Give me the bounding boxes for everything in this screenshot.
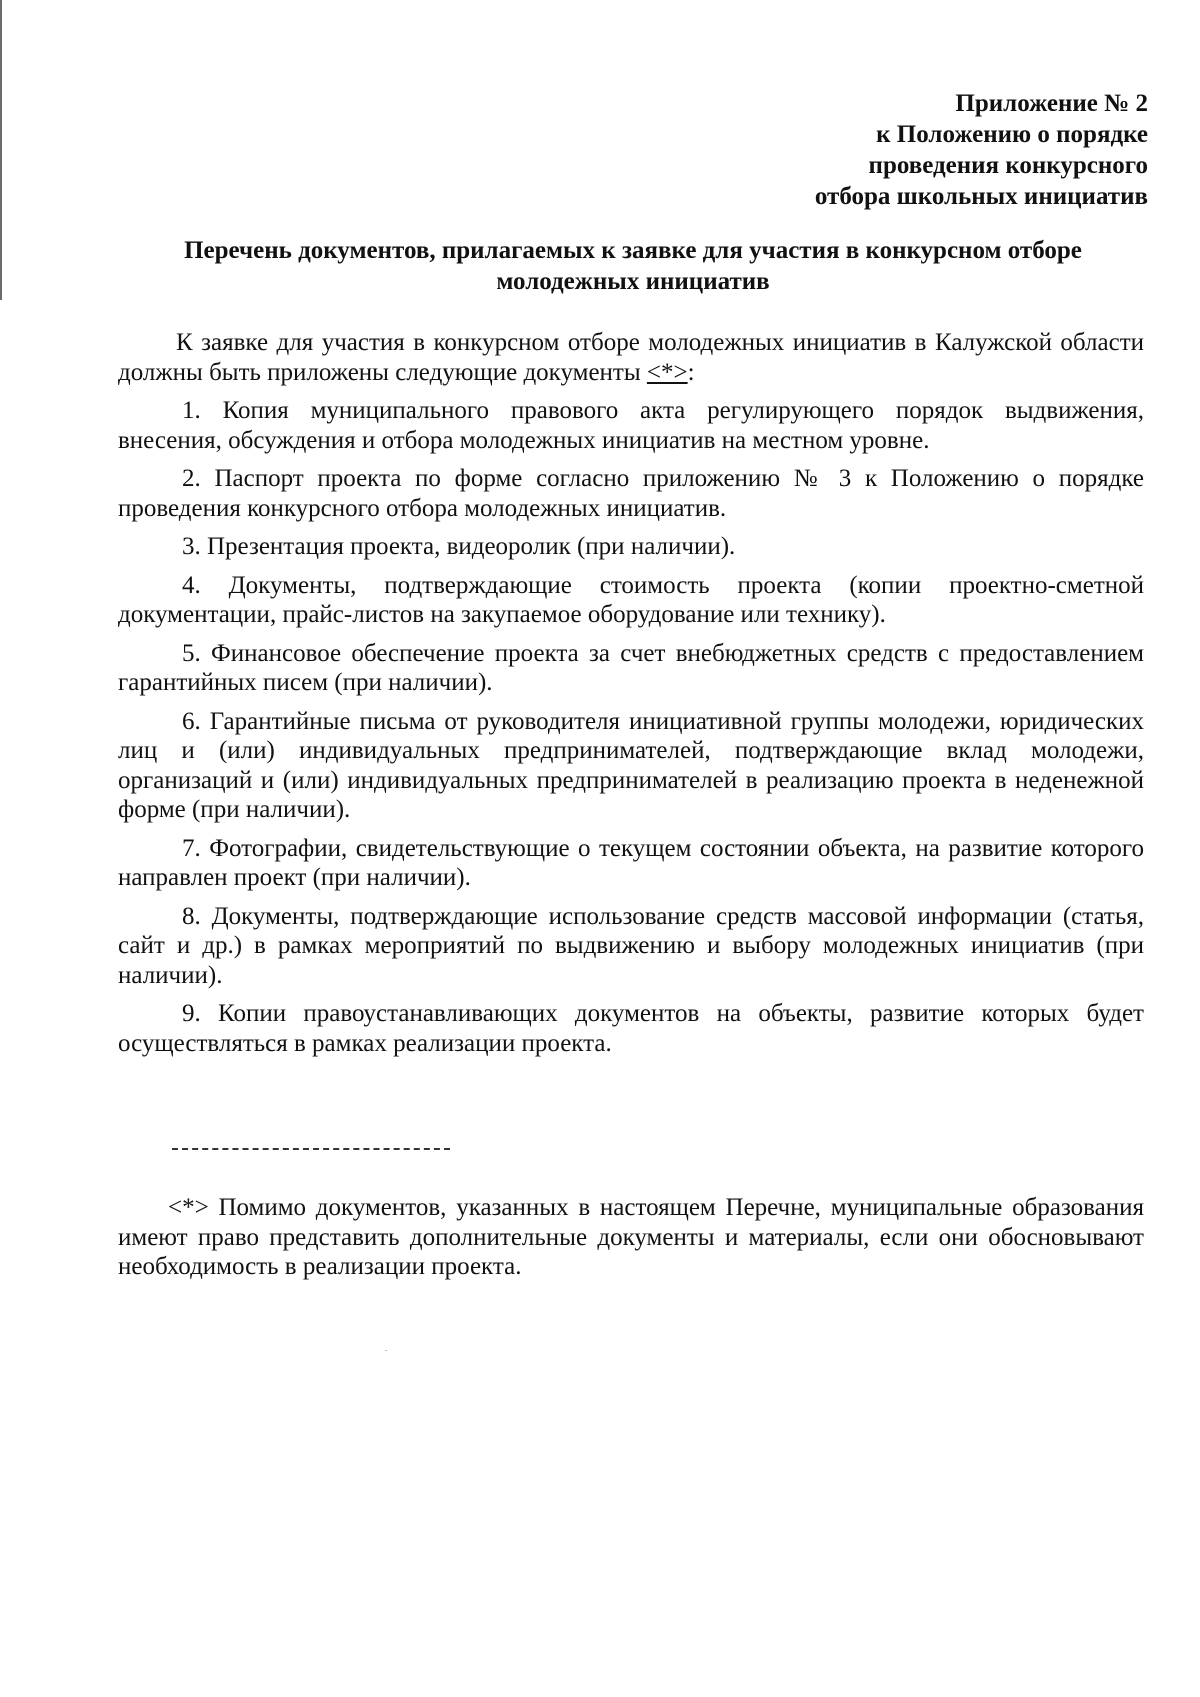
document-title [118, 235, 1148, 297]
list-item: 8. Документы, подтверждающие использование средств массовой информации (статья, сайт и др.) в рамках мероприятий по выдвижению и выбору молодежных инициатив (при наличии). [118, 902, 1144, 989]
appendix-header [815, 88, 1148, 212]
list-item: 2. Паспорт проекта по форме согласно приложению № 3 к Положению о порядке проведения конкурсного отбора молодежных инициатив. [118, 465, 1144, 522]
footnote-reference: <*> [646, 358, 688, 386]
scan-speck [385, 1350, 387, 1351]
appendix-line-4: отбора школьных инициатив [814, 183, 1148, 210]
footnote-text: <*> Помимо документов, указанных в настоящем Перечне, муниципальные образования имеют право представить дополнительные документы и материалы, если они обосновывают необходимость в реализации проекта. [118, 1194, 1144, 1280]
list-item: 4. Документы, подтверждающие стоимость проекта (копии проектно-сметной документации, прайс-листов на закупаемое оборудование или технику). [118, 571, 1144, 628]
intro-tail: : [687, 358, 695, 386]
list-item: 7. Фотографии, свидетельствующие о текущем состоянии объекта, на развитие которого направлен проект (при наличии). [118, 834, 1144, 891]
document-body [118, 328, 1144, 1067]
title-line-2: молодежных инициатив [496, 268, 770, 295]
intro-text: К заявке для участия в конкурсном отборе молодежных инициатив в Калужской области должны быть приложены следующие документы [118, 329, 1144, 386]
intro-paragraph [118, 328, 1144, 387]
footnote-separator [172, 1148, 450, 1150]
scan-edge-line [0, 0, 2, 300]
list-item: 6. Гарантийные письма от руководителя инициативной группы молодежи, юридических лиц и (или) индивидуальных предпринимателей, подтверждающие вклад молодежи, организаций и (или) индивидуальных предпринимателей в реализацию проекта в неденежной форме (при наличии). [118, 707, 1144, 823]
list-item: 1. Копия муниципального правового акта регулирующего порядок выдвижения, внесения, обсуждения и отбора молодежных инициатив на местном уровне. [118, 397, 1144, 454]
title-line-1: Перечень документов, прилагаемых к заявке для участия в конкурсном отборе [184, 237, 1082, 264]
appendix-line-1: Приложение № 2 [955, 90, 1148, 117]
appendix-line-3: проведения конкурсного [868, 152, 1148, 179]
appendix-line-2: к Положению о порядке [876, 121, 1148, 148]
list-item: 9. Копии правоустанавливающих документов на объекты, развитие которых будет осуществляться в рамках реализации проекта. [118, 1000, 1144, 1057]
list-item: 5. Финансовое обеспечение проекта за счет внебюджетных средств с предоставлением гарантийных писем (при наличии). [118, 639, 1144, 696]
list-item: 3. Презентация проекта, видеоролик (при наличии). [182, 533, 736, 560]
